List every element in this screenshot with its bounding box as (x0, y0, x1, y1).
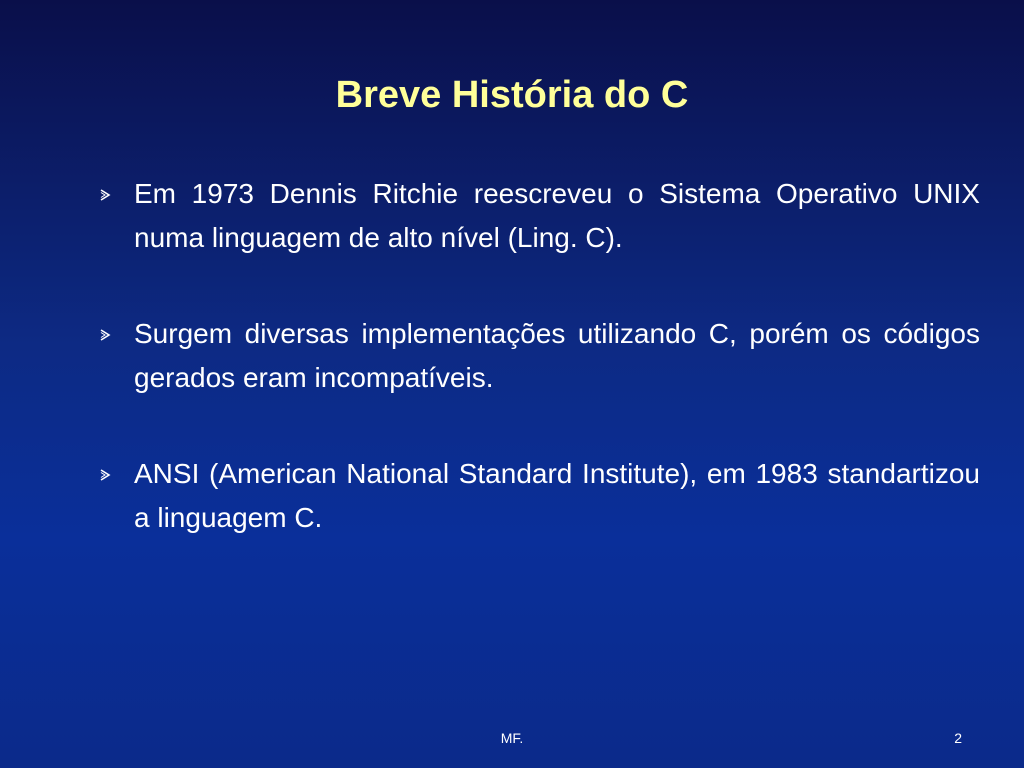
bullet-item-3 (96, 452, 980, 540)
footer-author: MF. (500, 730, 524, 746)
page-number: 2 (954, 730, 962, 746)
chevron-right-icon (98, 468, 112, 482)
bullet-text-2: Surgem diversas implementações utilizando C, porém os códigos gerados eram incompatíveis. (134, 318, 980, 393)
slide-title: Breve História do C (335, 74, 689, 116)
chevron-right-icon (98, 328, 112, 342)
chevron-right-icon (98, 188, 112, 202)
bullet-item-1 (96, 172, 980, 260)
bullet-item-2 (96, 312, 980, 400)
bullet-list (96, 172, 980, 592)
bullet-text-3: ANSI (American National Standard Institute), em 1983 standartizou a linguagem C. (134, 458, 980, 533)
bullet-text-1: Em 1973 Dennis Ritchie reescreveu o Sistema Operativo UNIX numa linguagem de alto nível (Ling. C). (134, 178, 980, 253)
